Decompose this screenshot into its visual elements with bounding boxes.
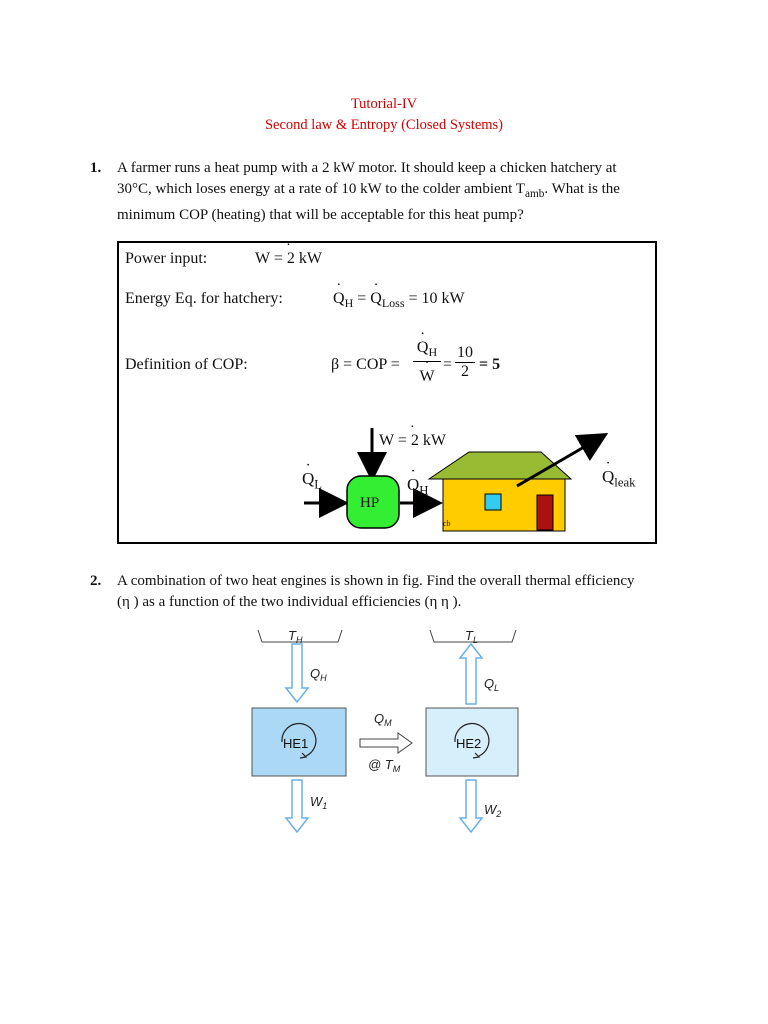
qm-label: $Q_M$ bbox=[374, 711, 392, 728]
qh-label: $Q_H$ bbox=[310, 666, 327, 683]
w-label-text: ˙ W = 2 kW bbox=[379, 432, 446, 449]
qm-arrow bbox=[360, 733, 412, 753]
cop-den-2: 2 bbox=[461, 363, 469, 380]
qh-label bbox=[407, 475, 429, 498]
tl-label: $T_L$ bbox=[465, 628, 478, 645]
power-input-label: Power input: bbox=[125, 250, 208, 267]
question-2 bbox=[90, 571, 690, 613]
at-tm-label: @ $T_M$ bbox=[368, 757, 401, 774]
qh-symbol: ˙ Q bbox=[333, 290, 345, 307]
cop-num-10: 10 bbox=[457, 344, 473, 361]
ql-arrow bbox=[460, 644, 482, 704]
he2-label: HE2 bbox=[456, 736, 482, 751]
qleak-symbol: ˙ Q bbox=[602, 467, 614, 486]
cop-num-q: ˙ Q bbox=[417, 339, 429, 356]
house-door bbox=[537, 495, 553, 530]
w2-label: $W_2$ bbox=[484, 802, 502, 819]
w1-arrow bbox=[286, 780, 308, 832]
question-1-number: 1. bbox=[90, 160, 102, 176]
w2-arrow bbox=[460, 780, 482, 832]
cop-lhs: β = COP = bbox=[331, 356, 400, 373]
qloss-sub: Loss bbox=[381, 296, 405, 311]
cop-den-w: ˙ W bbox=[419, 368, 434, 385]
tutorial-subtitle: Second law & Entropy (Closed Systems) bbox=[264, 117, 504, 133]
solution-box bbox=[117, 241, 657, 544]
qleak-sub: leak bbox=[614, 475, 636, 490]
hp-label: HP bbox=[360, 495, 380, 511]
q2-line-2: (η ) as a function of the two individual efficiencies (η η ). bbox=[117, 594, 462, 610]
q1-line-2-text: 30°C, which loses energy at a rate of 10 kW to the colder ambient T bbox=[117, 181, 525, 197]
qh-diag-sub: H bbox=[419, 483, 429, 498]
q1-line-1: A farmer runs a heat pump with a 2 kW motor. It should keep a chicken hatchery at bbox=[117, 160, 617, 176]
qh-arrow bbox=[286, 644, 308, 702]
heat-engines-figure bbox=[0, 620, 768, 840]
q1-line-3: minimum COP (heating) that will be acceptable for this heat pump? bbox=[117, 207, 524, 223]
cop-num-sub: H bbox=[428, 345, 438, 360]
cop-label: Definition of COP: bbox=[125, 356, 248, 373]
ql-label bbox=[302, 469, 322, 492]
energy-eq-mid: = bbox=[353, 290, 371, 307]
w-label bbox=[379, 432, 446, 450]
q2-line-1: A combination of two heat engines is shown in fig. Find the overall thermal efficiency bbox=[117, 573, 635, 589]
cop-eq-sign: = bbox=[443, 356, 453, 373]
ql-symbol: ˙ Q bbox=[302, 469, 314, 488]
qloss-symbol: ˙ Q bbox=[370, 290, 382, 307]
w-dot: ˙ W = 2 kW bbox=[255, 250, 322, 267]
energy-eq-end: = 10 kW bbox=[404, 290, 465, 307]
heat-pump-diagram bbox=[119, 243, 655, 542]
qh-sub: H bbox=[344, 296, 354, 311]
q1-line-2-end: . What is the bbox=[544, 181, 620, 197]
cb-label: cb bbox=[443, 519, 451, 528]
tutorial-title: Tutorial-IV bbox=[350, 96, 418, 112]
qh-diag-symbol: ˙ Q bbox=[407, 475, 419, 494]
question-2-number: 2. bbox=[90, 573, 102, 589]
house-window bbox=[485, 494, 501, 510]
th-label: $T_H$ bbox=[288, 628, 303, 645]
question-1-text bbox=[117, 158, 690, 226]
question-1 bbox=[90, 158, 690, 226]
cop-result: = 5 bbox=[479, 356, 501, 373]
ql-label: $Q_L$ bbox=[484, 676, 500, 693]
t-amb-subscript: amb bbox=[524, 188, 545, 200]
qleak-label bbox=[602, 467, 636, 490]
energy-eq-label: Energy Eq. for hatchery: bbox=[125, 290, 283, 307]
question-2-text bbox=[117, 571, 690, 613]
ql-sub: L bbox=[314, 477, 323, 492]
q1-line-2 bbox=[117, 179, 690, 205]
he1-label: HE1 bbox=[283, 736, 309, 751]
w1-label: $W_1$ bbox=[310, 794, 328, 811]
